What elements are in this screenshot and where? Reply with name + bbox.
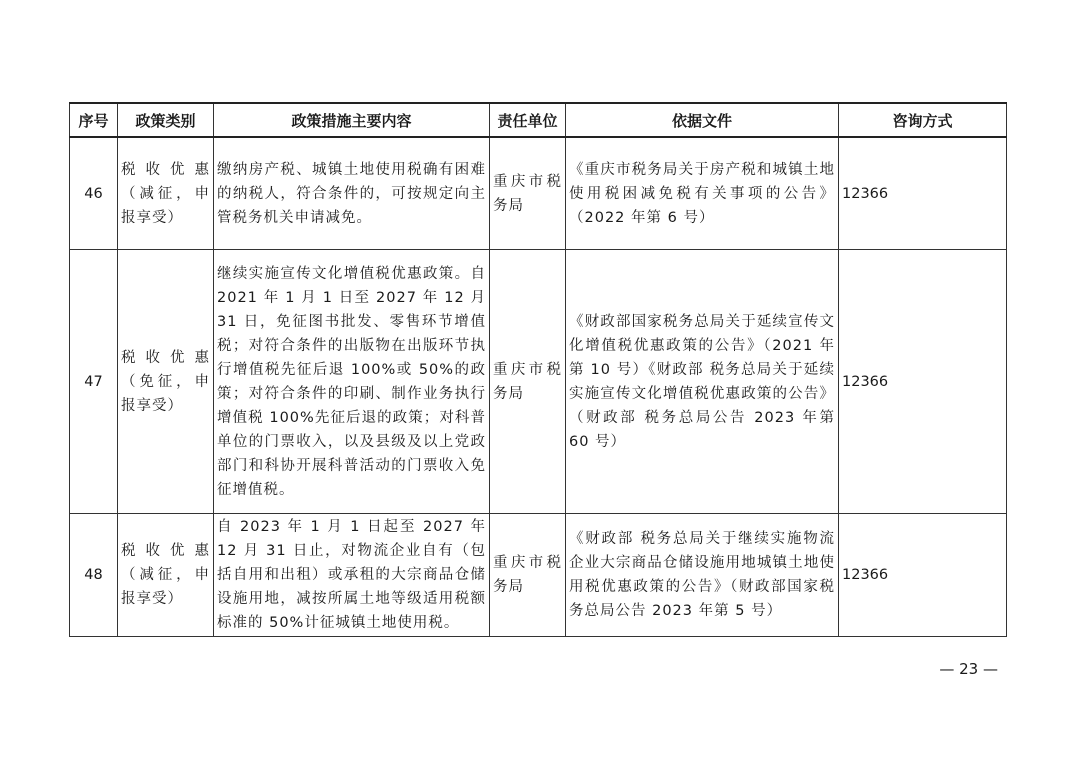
responsible-unit: 重庆市税务局 (490, 514, 566, 637)
contact-method: 12366 (839, 250, 1007, 514)
contact-method: 12366 (839, 514, 1007, 637)
table-row (70, 137, 1007, 250)
table-header-row (70, 103, 1007, 137)
page-number: — 23 — (939, 660, 998, 678)
responsible-unit: 重庆市税务局 (490, 137, 566, 250)
policy-content: 自 2023 年 1 月 1 日起至 2027 年 12 月 31 日止，对物流企业自有（包括自用和出租）或承租的大宗商品仓储设施用地，减按所属土地等级适用税额标准的 50%计征城镇土地使用税。 (214, 514, 490, 637)
policy-table (69, 102, 1007, 637)
policy-category: 税收优惠（减征，申报享受） (118, 137, 214, 250)
header-category: 政策类别 (118, 103, 214, 137)
responsible-unit: 重庆市税务局 (490, 250, 566, 514)
policy-content: 继续实施宣传文化增值税优惠政策。自 2021 年 1 月 1 日至 2027 年 12 月 31 日，免征图书批发、零售环节增值税；对符合条件的出版物在出版环节执行增值税先征后退 100%或 50%的政策；对符合条件的印刷、制作业务执行增值税 100%先征后退的政策；对科普单位的门票收入，以及县级及以上党政部门和科协开展科普活动的门票收入免征增值税。 (214, 250, 490, 514)
basis-document: 《财政部国家税务总局关于延续宣传文化增值税优惠政策的公告》（2021 年第 10 号）《财政部 税务总局关于延续实施宣传文化增值税优惠政策的公告》（财政部 税务总局公告 2023 年第 60 号） (566, 250, 839, 514)
table-row (70, 514, 1007, 637)
basis-document: 《重庆市税务局关于房产税和城镇土地使用税困减免税有关事项的公告》（2022 年第 6 号） (566, 137, 839, 250)
policy-category: 税收优惠（减征，申报享受） (118, 514, 214, 637)
header-no: 序号 (70, 103, 118, 137)
row-number: 47 (70, 250, 118, 514)
policy-category: 税收优惠（免征，申报享受） (118, 250, 214, 514)
policy-content: 缴纳房产税、城镇土地使用税确有困难的纳税人，符合条件的，可按规定向主管税务机关申请减免。 (214, 137, 490, 250)
contact-method: 12366 (839, 137, 1007, 250)
row-number: 48 (70, 514, 118, 637)
header-content: 政策措施主要内容 (214, 103, 490, 137)
table-row (70, 250, 1007, 514)
header-contact: 咨询方式 (839, 103, 1007, 137)
header-document: 依据文件 (566, 103, 839, 137)
header-unit: 责任单位 (490, 103, 566, 137)
basis-document: 《财政部 税务总局关于继续实施物流企业大宗商品仓储设施用地城镇土地使用税优惠政策的公告》（财政部国家税务总局公告 2023 年第 5 号） (566, 514, 839, 637)
row-number: 46 (70, 137, 118, 250)
